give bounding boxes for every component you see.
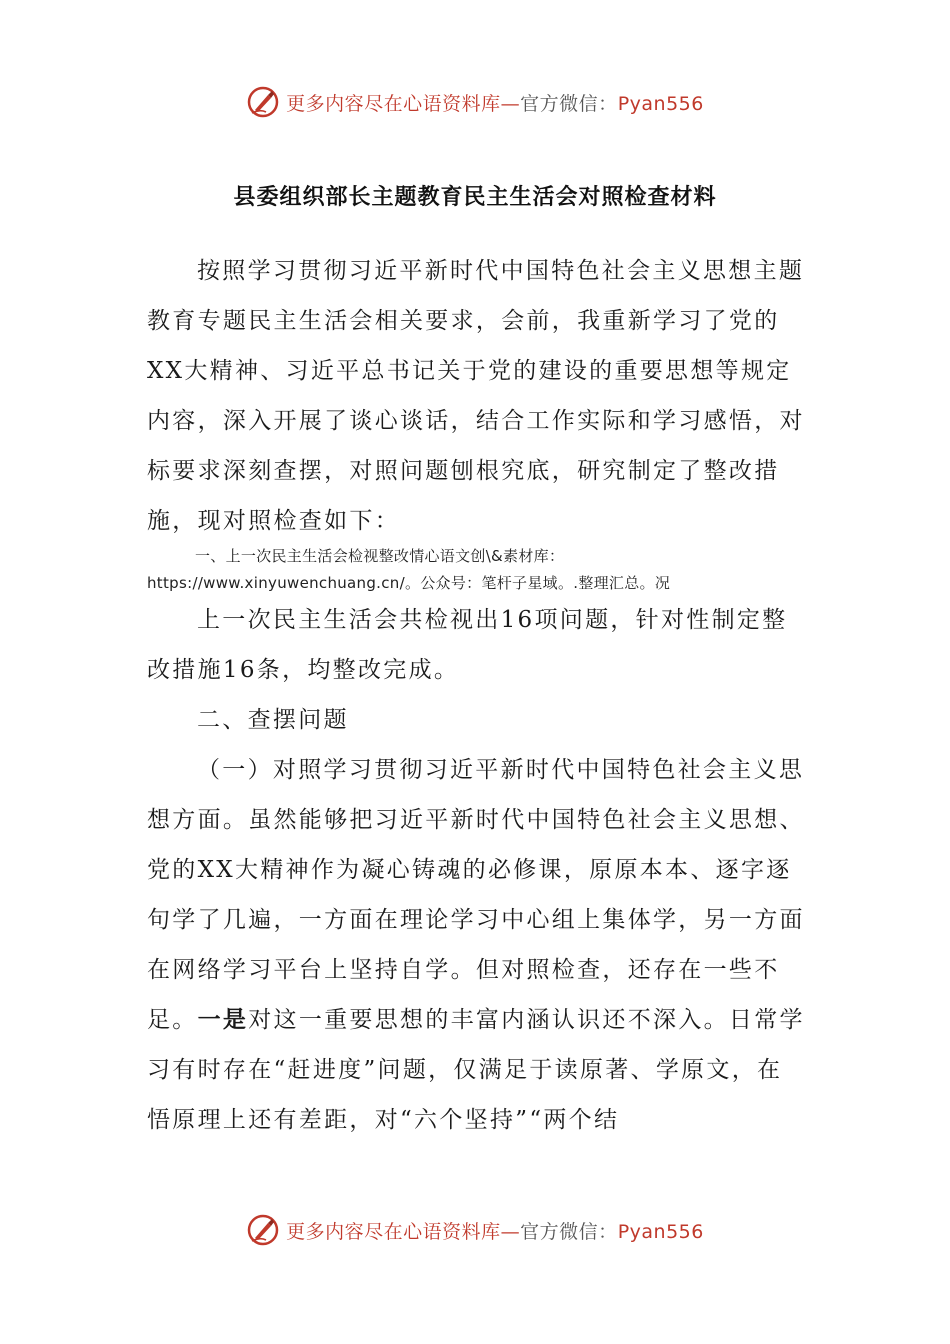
banner-main-text: 更多内容尽在心语资料库 <box>286 1220 501 1243</box>
section-one-note: 一、上一次民主生活会检视整改情心语文创\&素材库：https://www.xinyuwenchuang.cn/。公众号：笔杆子星域。.整理汇总。况 <box>147 547 671 592</box>
banner-text <box>286 1217 704 1244</box>
top-watermark-banner <box>0 82 950 122</box>
document-title: 县委组织部长主题教育民主生活会对照检查材料 <box>233 185 717 210</box>
section-one-bold-marker: 一是 <box>197 1006 249 1033</box>
section-one-text-pre: （一）对照学习贯彻习近平新时代中国特色社会主义思想方面。虽然能够把习近平新时代中国特色社会主义思想、党的XX大精神作为凝心铸魂的必修课，原原本本、逐字逐句学了几遍，一方面在理论学习中心组上集体学，另一方面在网络学习平台上坚持自学。但对照检查，还存在一些不足。 <box>147 757 805 1033</box>
banner-wechat-id: Pyan556 <box>617 92 704 115</box>
banner-dash: — <box>500 1220 521 1243</box>
section-two-heading: 二、查摆问题 <box>197 707 349 733</box>
pen-logo-icon <box>246 85 280 119</box>
pen-logo-icon <box>246 1213 280 1247</box>
banner-wechat-label: 官方微信： <box>520 1220 618 1243</box>
summary-paragraph: 上一次民主生活会共检视出16项问题，针对性制定整改措施16条，均整改完成。 <box>147 607 788 683</box>
banner-text <box>286 89 704 116</box>
banner-dash: — <box>500 92 521 115</box>
banner-wechat-label: 官方微信： <box>520 92 618 115</box>
section-one-text-post: 对这一重要思想的丰富内涵认识还不深入。日常学习有时存在“赶进度”问题，仅满足于读原著、学原文，在悟原理上还有差距，对“六个坚持”“两个结 <box>147 1007 805 1133</box>
section-one-paragraph <box>147 745 807 1145</box>
banner-main-text: 更多内容尽在心语资料库 <box>286 92 501 115</box>
intro-paragraph: 按照学习贯彻习近平新时代中国特色社会主义思想主题教育专题民主生活会相关要求，会前，我重新学习了党的XX大精神、习近平总书记关于党的建设的重要思想等规定内容，深入开展了谈心谈话，结合工作实际和学习感悟，对标要求深刻查摆，对照问题刨根究底，研究制定了整改措施，现对照检查如下： <box>147 258 805 534</box>
bottom-watermark-banner <box>0 1210 950 1250</box>
banner-wechat-id: Pyan556 <box>617 1220 704 1243</box>
